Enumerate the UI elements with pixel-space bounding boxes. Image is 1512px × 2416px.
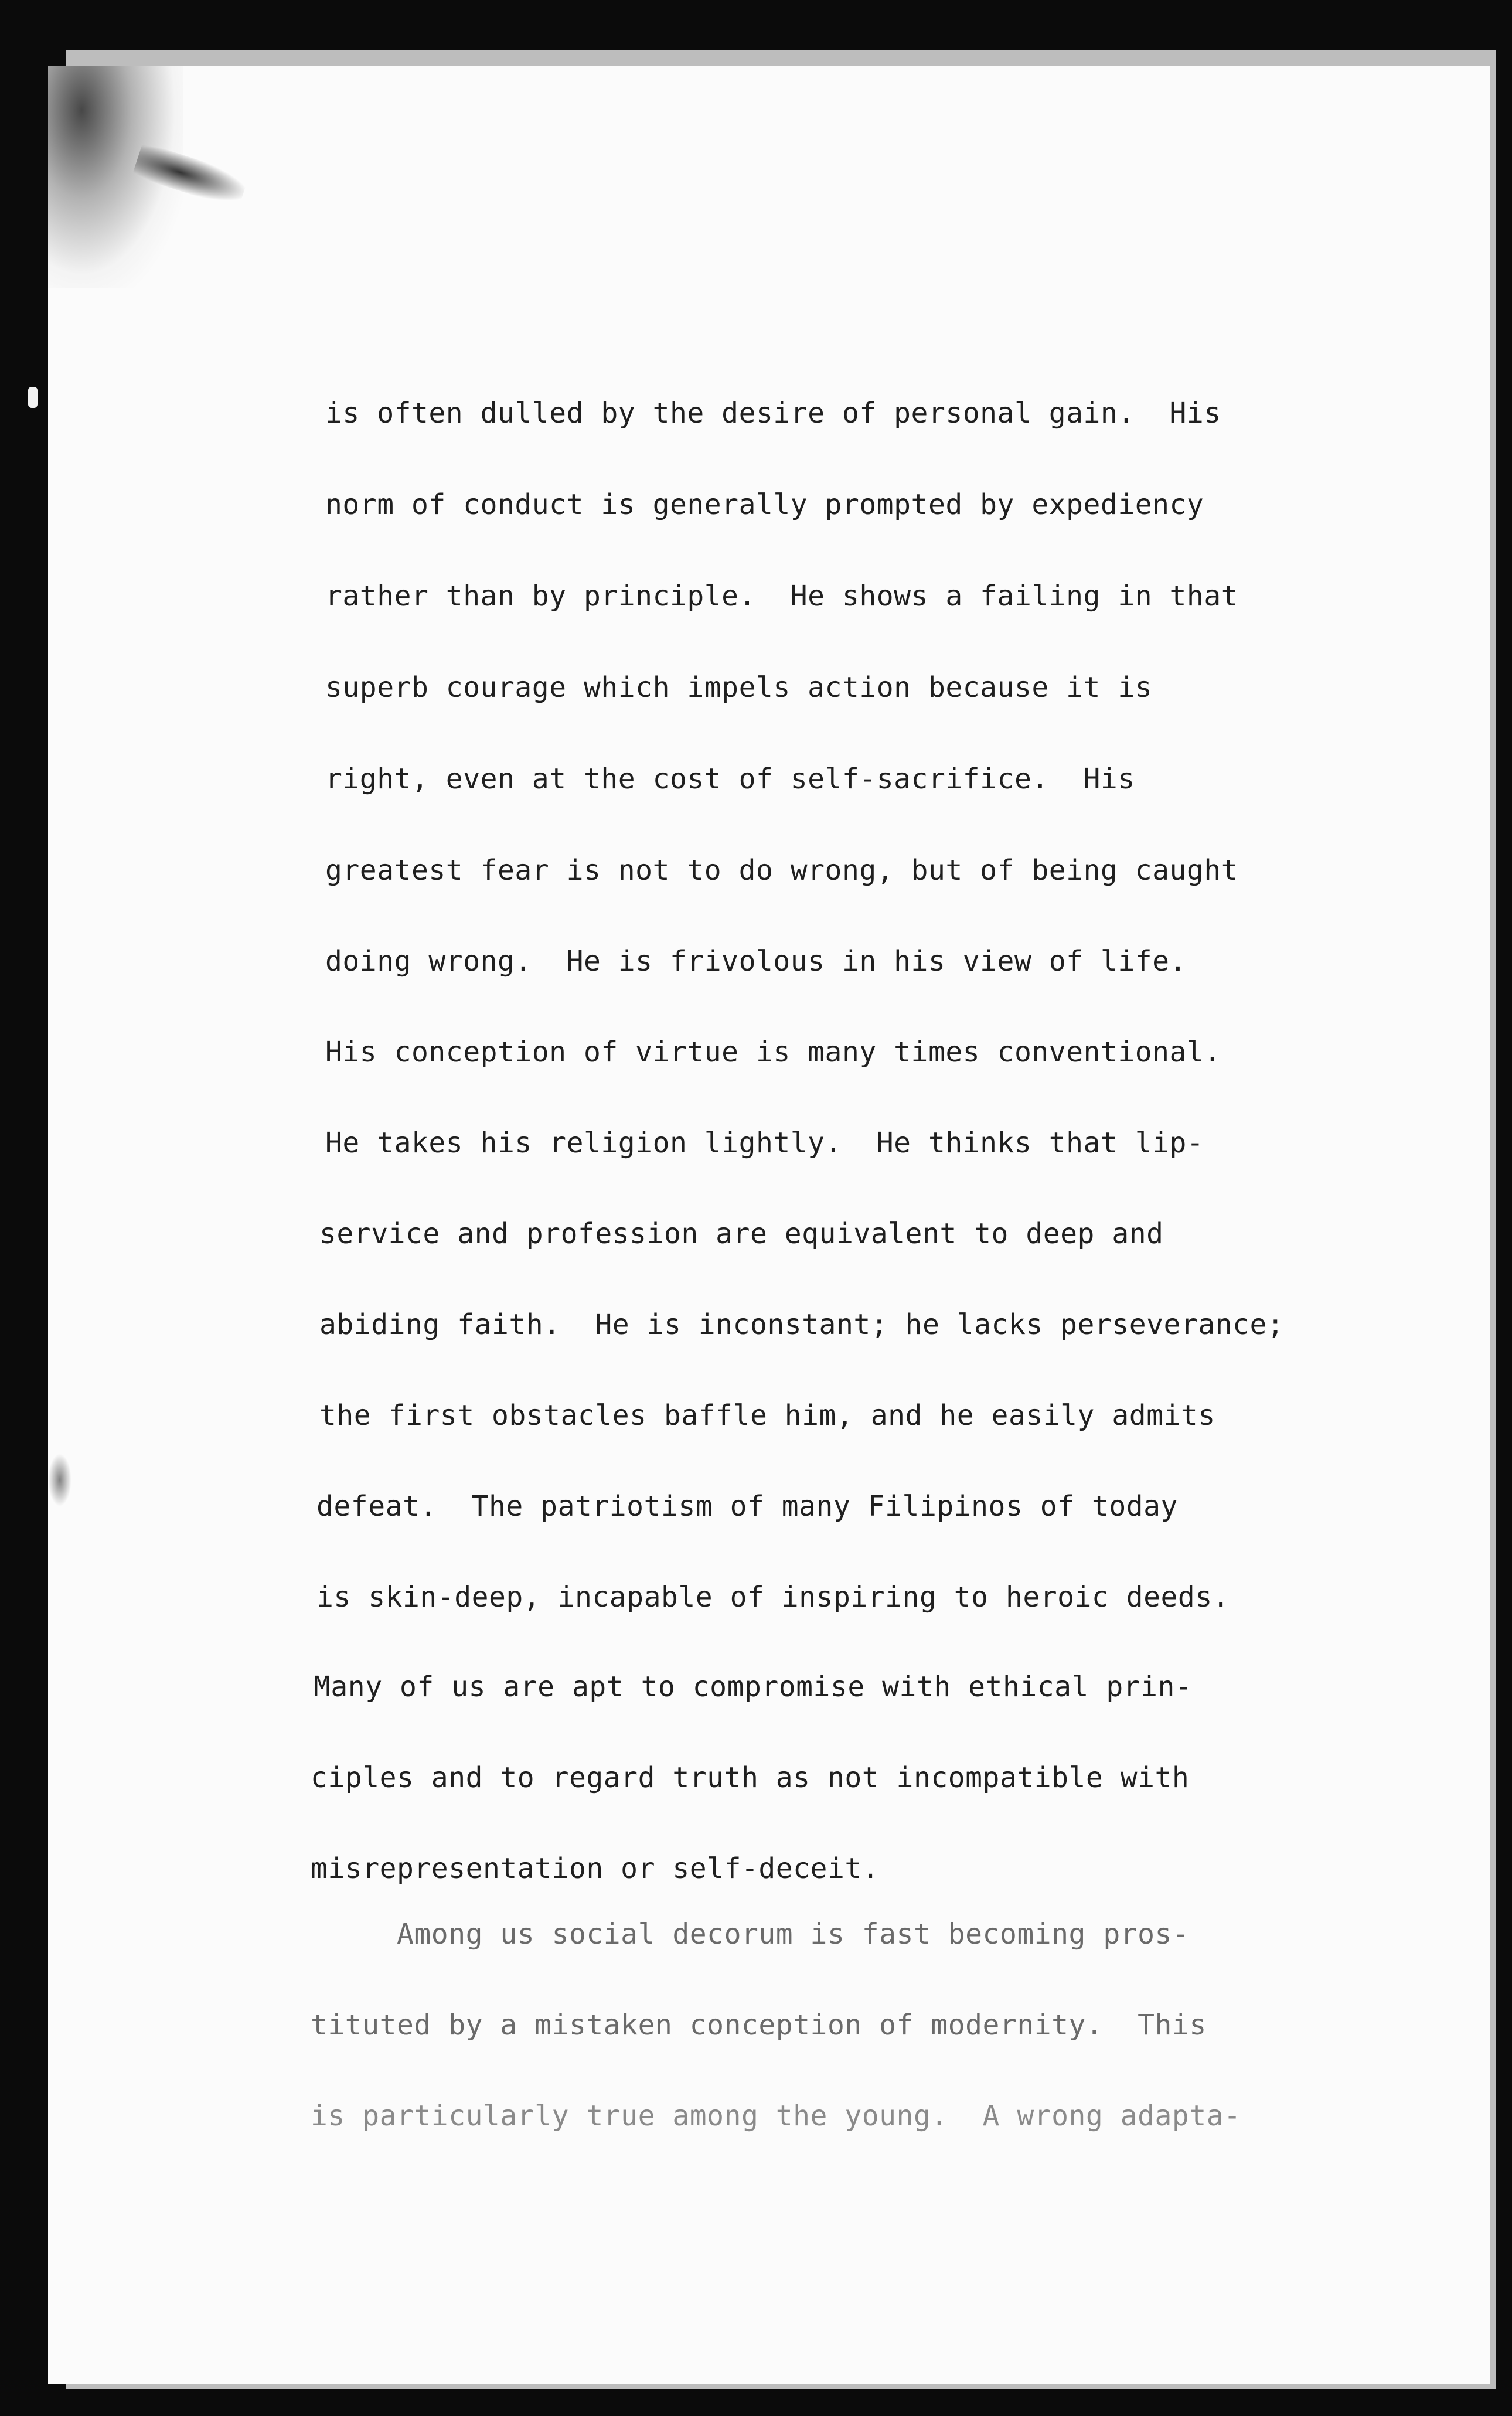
text-line: tituted by a mistaken conception of modernity. This	[311, 2009, 1207, 2041]
text-line: defeat. The patriotism of many Filipinos of today	[316, 1490, 1178, 1523]
text-line: rather than by principle. He shows a failing in that	[325, 580, 1239, 612]
text-line: superb courage which impels action because it is	[325, 671, 1153, 704]
text-line: ciples and to regard truth as not incompatible with	[311, 1761, 1190, 1794]
text-line: doing wrong. He is frivolous in his view of life.	[325, 945, 1187, 978]
text-line: abiding faith. He is inconstant; he lacks perseverance;	[319, 1308, 1285, 1341]
text-line: His conception of virtue is many times conventional.	[325, 1036, 1221, 1069]
text-line: Among us social decorum is fast becoming pros-	[311, 1918, 1190, 1951]
text-line: is skin-deep, incapable of inspiring to heroic deeds.	[316, 1581, 1230, 1614]
text-line: is particularly true among the young. A wrong adapta-	[311, 2099, 1241, 2132]
text-line: the first obstacles baffle him, and he easily admits	[319, 1399, 1215, 1432]
text-line: service and profession are equivalent to deep and	[319, 1217, 1164, 1250]
text-line: norm of conduct is generally prompted by expediency	[325, 488, 1204, 521]
text-line: is often dulled by the desire of personal gain. His	[325, 397, 1221, 430]
text-line: greatest fear is not to do wrong, but of being caught	[325, 854, 1239, 887]
text-line: He takes his religion lightly. He thinks that lip-	[325, 1127, 1204, 1159]
text-line: Many of us are apt to compromise with ethical prin-	[314, 1670, 1193, 1703]
text-line: right, even at the cost of self-sacrifice. His	[325, 763, 1135, 795]
text-line: misrepresentation or self-deceit.	[311, 1852, 880, 1885]
